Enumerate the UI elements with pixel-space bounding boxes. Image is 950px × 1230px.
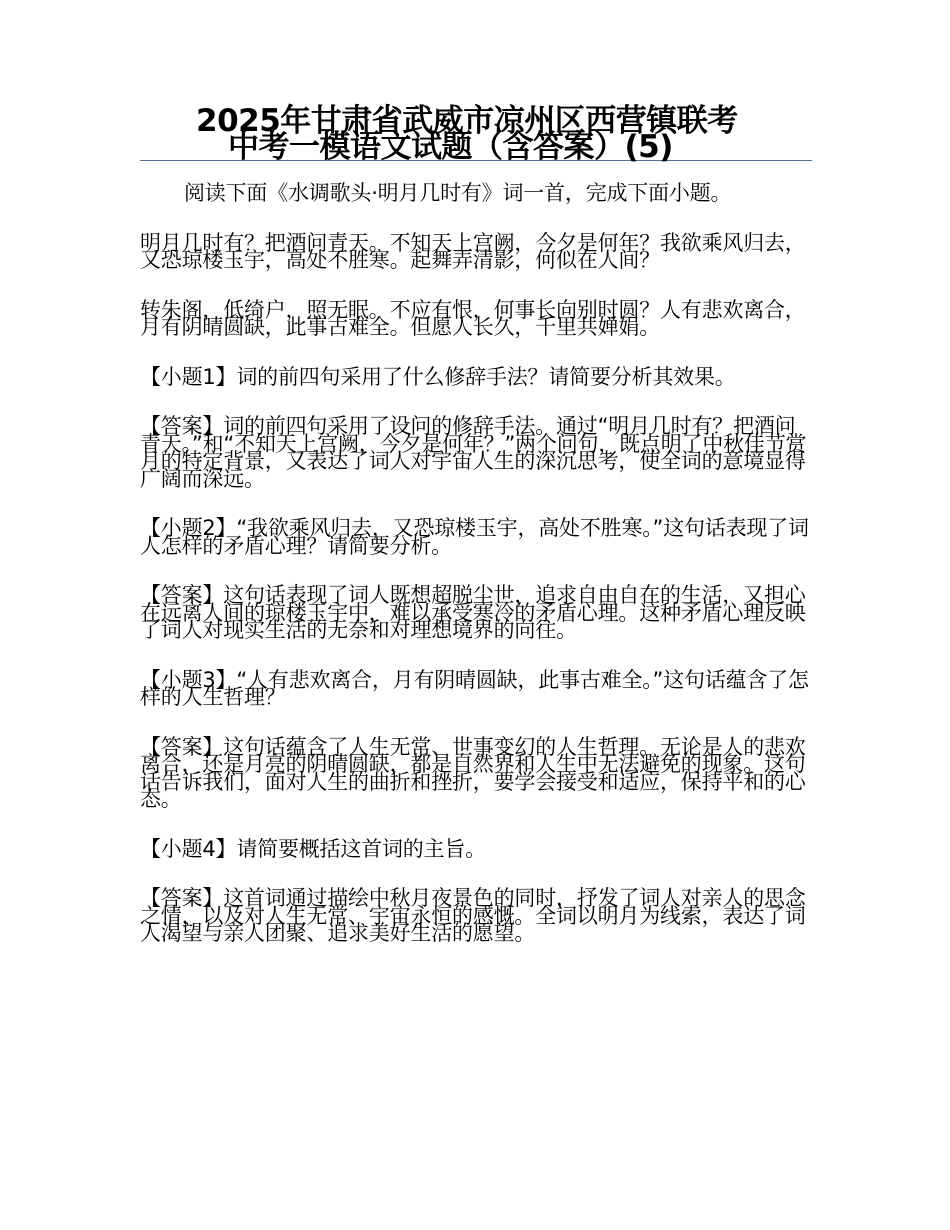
document-title — [140, 103, 812, 165]
question-3: 【小题3】“人有悲欢离合，月有阴晴圆缺，此事古难全。”这句话蕴含了怎样的人生哲理？ — [140, 667, 809, 709]
answer-4: 【答案】这首词通过描绘中秋月夜景色的同时，抒发了词人对亲人的思念之情，以及对人生无常、宇宙永恒的感慨。全词以明月为线索，表达了词人渴望与亲人团聚、追求美好生活的愿望。 — [140, 886, 806, 945]
title-line-2: 中考一模语文试题（含答案）(5) — [228, 129, 673, 165]
answer-2: 【答案】这句话表现了词人既想超脱尘世，追求自由自在的生活，又担心在远离人间的琼楼玉宇中，难以承受寒冷的矛盾心理。这种矛盾心理反映了词人对现实生活的无奈和对理想境界的向往。 — [140, 583, 806, 642]
answer-1: 【答案】词的前四句采用了设问的修辞手法。通过“明月几时有？把酒问青天。”和“不知天上宫阙，今夕是何年？”两个问句，既点明了中秋佳节赏月的特定背景，又表达了词人对宇宙人生的深沉思考，使全词的意境显得广阔而深远。 — [140, 414, 807, 491]
poem-stanza-1: 明月几时有？把酒问青天。不知天上宫阙，今夕是何年？我欲乘风归去，又恐琼楼玉宇，高处不胜寒。起舞弄清影，何似在人间？ — [140, 230, 806, 272]
question-2: 【小题2】“我欲乘风归去，又恐琼楼玉宇，高处不胜寒。”这句话表现了词人怎样的矛盾心理？请简要分析。 — [140, 516, 809, 558]
answer-3: 【答案】这句话蕴含了人生无常、世事变幻的人生哲理。无论是人的悲欢离合，还是月亮的阴晴圆缺，都是自然界和人生中无法避免的现象。这句话告诉我们，面对人生的曲折和挫折，要学会接受和适应，保持平和的心态。 — [140, 734, 806, 811]
document-page — [140, 103, 812, 945]
title-line-1: 2025年甘肃省武威市凉州区西营镇联考 — [196, 103, 738, 139]
question-1: 【小题1】词的前四句采用了什么修辞手法？请简要分析其效果。 — [140, 364, 736, 389]
poem-stanza-2: 转朱阁，低绮户，照无眠。不应有恨，何事长向别时圆？人有悲欢离合，月有阴晴圆缺，此事古难全。但愿人长久，千里共婵娟。 — [140, 297, 806, 339]
question-4: 【小题4】请简要概括这首词的主旨。 — [140, 836, 486, 861]
reading-instruction: 阅读下面《水调歌头·明月几时有》词一首，完成下面小题。 — [184, 181, 732, 205]
